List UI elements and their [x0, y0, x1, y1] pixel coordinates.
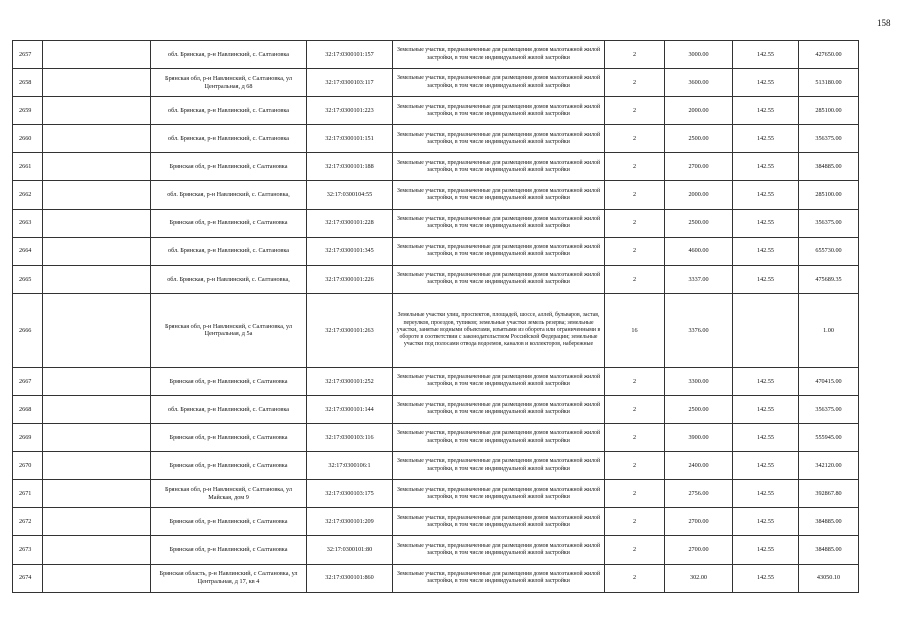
address-cell: Брянская обл, р-н Навлинский, с Салтановка: [151, 367, 307, 395]
land-use-cell: Земельные участки улиц, проспектов, площадей, шоссе, аллей, бульваров, застав, переулков, проездов, тупиков; земельные участки земель резерва; земельные участки, занятые водными объектами, изъятыми из оборота или ограниченными в обороте в соответствии с законодательством Российской Федерации; земельные участки под полосами отвода водоемов, каналов и коллекторов, набережные: [393, 293, 605, 367]
row-number: 2661: [13, 153, 43, 181]
table-row: [13, 395, 859, 423]
address-cell: обл. Брянская, р-н Навлинский, с. Салтановка,: [151, 265, 307, 293]
address-cell: Брянская обл, р-н Навлинский, с Салтановка, ул Центральная, д 68: [151, 69, 307, 97]
group-cell: 2: [605, 452, 665, 480]
blank-cell: [43, 97, 151, 125]
cadastral-number-cell: 32:17:0300103:117: [307, 69, 393, 97]
row-number: 2665: [13, 265, 43, 293]
address-cell: обл. Брянская, р-н Навлинский, с. Салтановка: [151, 395, 307, 423]
blank-cell: [43, 367, 151, 395]
group-cell: 2: [605, 41, 665, 69]
blank-cell: [43, 265, 151, 293]
area-cell: 2500.00: [665, 395, 733, 423]
address-cell: Брянская обл, р-н Навлинский, с Салтановка: [151, 452, 307, 480]
group-cell: 2: [605, 69, 665, 97]
cadastral-value-table: [12, 40, 859, 593]
address-cell: Брянская обл, р-н Навлинский, с Салтановка: [151, 153, 307, 181]
land-use-cell: Земельные участки, предназначенные для размещения домов малоэтажной жилой застройки, в том числе индивидуальной жилой застройки: [393, 181, 605, 209]
land-use-cell: Земельные участки, предназначенные для размещения домов малоэтажной жилой застройки, в том числе индивидуальной жилой застройки: [393, 452, 605, 480]
table-row: [13, 69, 859, 97]
land-use-cell: Земельные участки, предназначенные для размещения домов малоэтажной жилой застройки, в том числе индивидуальной жилой застройки: [393, 265, 605, 293]
page-number: 158: [877, 18, 891, 28]
land-use-cell: Земельные участки, предназначенные для размещения домов малоэтажной жилой застройки, в том числе индивидуальной жилой застройки: [393, 564, 605, 592]
group-cell: 16: [605, 293, 665, 367]
rate-cell: 142.55: [733, 367, 799, 395]
land-use-cell: Земельные участки, предназначенные для размещения домов малоэтажной жилой застройки, в том числе индивидуальной жилой застройки: [393, 367, 605, 395]
address-cell: обл. Брянская, р-н Навлинский, с. Салтановка: [151, 97, 307, 125]
blank-cell: [43, 209, 151, 237]
group-cell: 2: [605, 97, 665, 125]
cadastral-value-cell: 384885.00: [799, 508, 859, 536]
group-cell: 2: [605, 395, 665, 423]
cadastral-value-cell: 384885.00: [799, 536, 859, 564]
row-number: 2657: [13, 41, 43, 69]
cadastral-number-cell: 32:17:0300104:55: [307, 181, 393, 209]
rate-cell: 142.55: [733, 153, 799, 181]
land-use-cell: Земельные участки, предназначенные для размещения домов малоэтажной жилой застройки, в том числе индивидуальной жилой застройки: [393, 237, 605, 265]
cadastral-number-cell: 32:17:0300101:157: [307, 41, 393, 69]
rate-cell: 142.55: [733, 97, 799, 125]
blank-cell: [43, 395, 151, 423]
group-cell: 2: [605, 564, 665, 592]
blank-cell: [43, 153, 151, 181]
cadastral-number-cell: 32:17:0300101:345: [307, 237, 393, 265]
table-row: [13, 97, 859, 125]
cadastral-value-cell: 555945.00: [799, 424, 859, 452]
blank-cell: [43, 293, 151, 367]
blank-cell: [43, 424, 151, 452]
land-use-cell: Земельные участки, предназначенные для размещения домов малоэтажной жилой застройки, в том числе индивидуальной жилой застройки: [393, 424, 605, 452]
area-cell: 2500.00: [665, 125, 733, 153]
blank-cell: [43, 508, 151, 536]
blank-cell: [43, 536, 151, 564]
area-cell: 2700.00: [665, 536, 733, 564]
area-cell: 3376.00: [665, 293, 733, 367]
land-use-cell: Земельные участки, предназначенные для размещения домов малоэтажной жилой застройки, в том числе индивидуальной жилой застройки: [393, 536, 605, 564]
rate-cell: 142.55: [733, 452, 799, 480]
row-number: 2673: [13, 536, 43, 564]
cadastral-number-cell: 32:17:0300101:223: [307, 97, 393, 125]
rate-cell: 142.55: [733, 125, 799, 153]
land-use-cell: Земельные участки, предназначенные для размещения домов малоэтажной жилой застройки, в том числе индивидуальной жилой застройки: [393, 395, 605, 423]
land-use-cell: Земельные участки, предназначенные для размещения домов малоэтажной жилой застройки, в том числе индивидуальной жилой застройки: [393, 97, 605, 125]
land-use-cell: Земельные участки, предназначенные для размещения домов малоэтажной жилой застройки, в том числе индивидуальной жилой застройки: [393, 41, 605, 69]
cadastral-number-cell: 32:17:0300101:228: [307, 209, 393, 237]
table-row: [13, 265, 859, 293]
blank-cell: [43, 237, 151, 265]
area-cell: 2756.00: [665, 480, 733, 508]
land-use-cell: Земельные участки, предназначенные для размещения домов малоэтажной жилой застройки, в том числе индивидуальной жилой застройки: [393, 69, 605, 97]
cadastral-number-cell: 32:17:0300101:151: [307, 125, 393, 153]
blank-cell: [43, 181, 151, 209]
area-cell: 2700.00: [665, 153, 733, 181]
address-cell: Брянская обл, р-н Навлинский, с Салтановка, ул Центральная, д 5а: [151, 293, 307, 367]
address-cell: Брянская обл, р-н Навлинский, с Салтановка: [151, 424, 307, 452]
rate-cell: 142.55: [733, 181, 799, 209]
rate-cell: 142.55: [733, 508, 799, 536]
area-cell: 2500.00: [665, 209, 733, 237]
group-cell: 2: [605, 237, 665, 265]
row-number: 2666: [13, 293, 43, 367]
blank-cell: [43, 480, 151, 508]
cadastral-number-cell: 32:17:0300103:175: [307, 480, 393, 508]
land-use-cell: Земельные участки, предназначенные для размещения домов малоэтажной жилой застройки, в том числе индивидуальной жилой застройки: [393, 508, 605, 536]
cadastral-value-cell: 392867.80: [799, 480, 859, 508]
cadastral-number-cell: 32:17:0300101:188: [307, 153, 393, 181]
area-cell: 2400.00: [665, 452, 733, 480]
cadastral-value-cell: 384885.00: [799, 153, 859, 181]
row-number: 2674: [13, 564, 43, 592]
cadastral-value-cell: 470415.00: [799, 367, 859, 395]
group-cell: 2: [605, 508, 665, 536]
group-cell: 2: [605, 153, 665, 181]
table-row: [13, 452, 859, 480]
row-number: 2672: [13, 508, 43, 536]
address-cell: Брянская обл, р-н Навлинский, с Салтановка: [151, 209, 307, 237]
blank-cell: [43, 41, 151, 69]
blank-cell: [43, 452, 151, 480]
table-row: [13, 424, 859, 452]
cadastral-value-cell: 342120.00: [799, 452, 859, 480]
table-row: [13, 41, 859, 69]
rate-cell: 142.55: [733, 564, 799, 592]
table-row: [13, 153, 859, 181]
group-cell: 2: [605, 424, 665, 452]
cadastral-value-cell: 427650.00: [799, 41, 859, 69]
group-cell: 2: [605, 209, 665, 237]
rate-cell: 142.55: [733, 424, 799, 452]
cadastral-value-cell: 356375.00: [799, 209, 859, 237]
cadastral-number-cell: 32:17:0300101:144: [307, 395, 393, 423]
address-cell: обл. Брянская, р-н Навлинский, с. Салтановка: [151, 237, 307, 265]
row-number: 2662: [13, 181, 43, 209]
blank-cell: [43, 69, 151, 97]
land-use-cell: Земельные участки, предназначенные для размещения домов малоэтажной жилой застройки, в том числе индивидуальной жилой застройки: [393, 480, 605, 508]
cadastral-value-cell: 655730.00: [799, 237, 859, 265]
table-row: [13, 536, 859, 564]
rate-cell: 142.55: [733, 209, 799, 237]
group-cell: 2: [605, 480, 665, 508]
rate-cell: 142.55: [733, 69, 799, 97]
blank-cell: [43, 125, 151, 153]
address-cell: обл. Брянская, р-н Навлинский, с. Салтановка: [151, 125, 307, 153]
row-number: 2670: [13, 452, 43, 480]
cadastral-number-cell: 32:17:0300101:209: [307, 508, 393, 536]
row-number: 2659: [13, 97, 43, 125]
row-number: 2663: [13, 209, 43, 237]
cadastral-value-cell: 285100.00: [799, 181, 859, 209]
rate-cell: 142.55: [733, 395, 799, 423]
area-cell: 4600.00: [665, 237, 733, 265]
cadastral-number-cell: 32:17:0300101:860: [307, 564, 393, 592]
cadastral-value-cell: 285100.00: [799, 97, 859, 125]
rate-cell: 142.55: [733, 265, 799, 293]
table-row: [13, 293, 859, 367]
cadastral-number-cell: 32:17:0300106:1: [307, 452, 393, 480]
area-cell: 3900.00: [665, 424, 733, 452]
cadastral-number-cell: 32:17:0300101:263: [307, 293, 393, 367]
blank-cell: [43, 564, 151, 592]
cadastral-number-cell: 32:17:0300103:116: [307, 424, 393, 452]
area-cell: 3300.00: [665, 367, 733, 395]
group-cell: 2: [605, 181, 665, 209]
group-cell: 2: [605, 125, 665, 153]
cadastral-value-cell: 513180.00: [799, 69, 859, 97]
row-number: 2658: [13, 69, 43, 97]
land-use-cell: Земельные участки, предназначенные для размещения домов малоэтажной жилой застройки, в том числе индивидуальной жилой застройки: [393, 153, 605, 181]
address-cell: обл. Брянская, р-н Навлинский, с. Салтановка: [151, 41, 307, 69]
row-number: 2669: [13, 424, 43, 452]
cadastral-value-cell: 475689.35: [799, 265, 859, 293]
area-cell: 2000.00: [665, 181, 733, 209]
table-row: [13, 480, 859, 508]
address-cell: обл. Брянская, р-н Навлинский, с. Салтановка,: [151, 181, 307, 209]
table-row: [13, 209, 859, 237]
row-number: 2671: [13, 480, 43, 508]
cadastral-value-cell: 356375.00: [799, 395, 859, 423]
table-row: [13, 564, 859, 592]
area-cell: 3000.00: [665, 41, 733, 69]
cadastral-value-cell: 43050.10: [799, 564, 859, 592]
address-cell: Брянская область, р-н Навлинский, с Салтановка, ул Центральная, д 17, кв 4: [151, 564, 307, 592]
group-cell: 2: [605, 367, 665, 395]
table-row: [13, 181, 859, 209]
group-cell: 2: [605, 265, 665, 293]
area-cell: 302.00: [665, 564, 733, 592]
rate-cell: 142.55: [733, 480, 799, 508]
rate-cell: 142.55: [733, 536, 799, 564]
rate-cell: 142.55: [733, 41, 799, 69]
address-cell: Брянская обл, р-н Навлинский, с Салтановка: [151, 536, 307, 564]
rate-cell: 142.55: [733, 237, 799, 265]
table-row: [13, 508, 859, 536]
cadastral-number-cell: 32:17:0300101:252: [307, 367, 393, 395]
row-number: 2667: [13, 367, 43, 395]
address-cell: Брянская обл, р-н Навлинский, с Салтановка, ул Майская, дом 9: [151, 480, 307, 508]
land-use-cell: Земельные участки, предназначенные для размещения домов малоэтажной жилой застройки, в том числе индивидуальной жилой застройки: [393, 125, 605, 153]
cadastral-number-cell: 32:17:0300101:226: [307, 265, 393, 293]
table-row: [13, 125, 859, 153]
address-cell: Брянская обл, р-н Навлинский, с Салтановка: [151, 508, 307, 536]
cadastral-number-cell: 32:17:0300101:80: [307, 536, 393, 564]
area-cell: 2700.00: [665, 508, 733, 536]
table-row: [13, 367, 859, 395]
row-number: 2668: [13, 395, 43, 423]
group-cell: 2: [605, 536, 665, 564]
row-number: 2660: [13, 125, 43, 153]
row-number: 2664: [13, 237, 43, 265]
table-row: [13, 237, 859, 265]
land-use-cell: Земельные участки, предназначенные для размещения домов малоэтажной жилой застройки, в том числе индивидуальной жилой застройки: [393, 209, 605, 237]
rate-cell: [733, 293, 799, 367]
area-cell: 3600.00: [665, 69, 733, 97]
cadastral-value-cell: 356375.00: [799, 125, 859, 153]
cadastral-value-cell: 1.00: [799, 293, 859, 367]
area-cell: 2000.00: [665, 97, 733, 125]
area-cell: 3337.00: [665, 265, 733, 293]
